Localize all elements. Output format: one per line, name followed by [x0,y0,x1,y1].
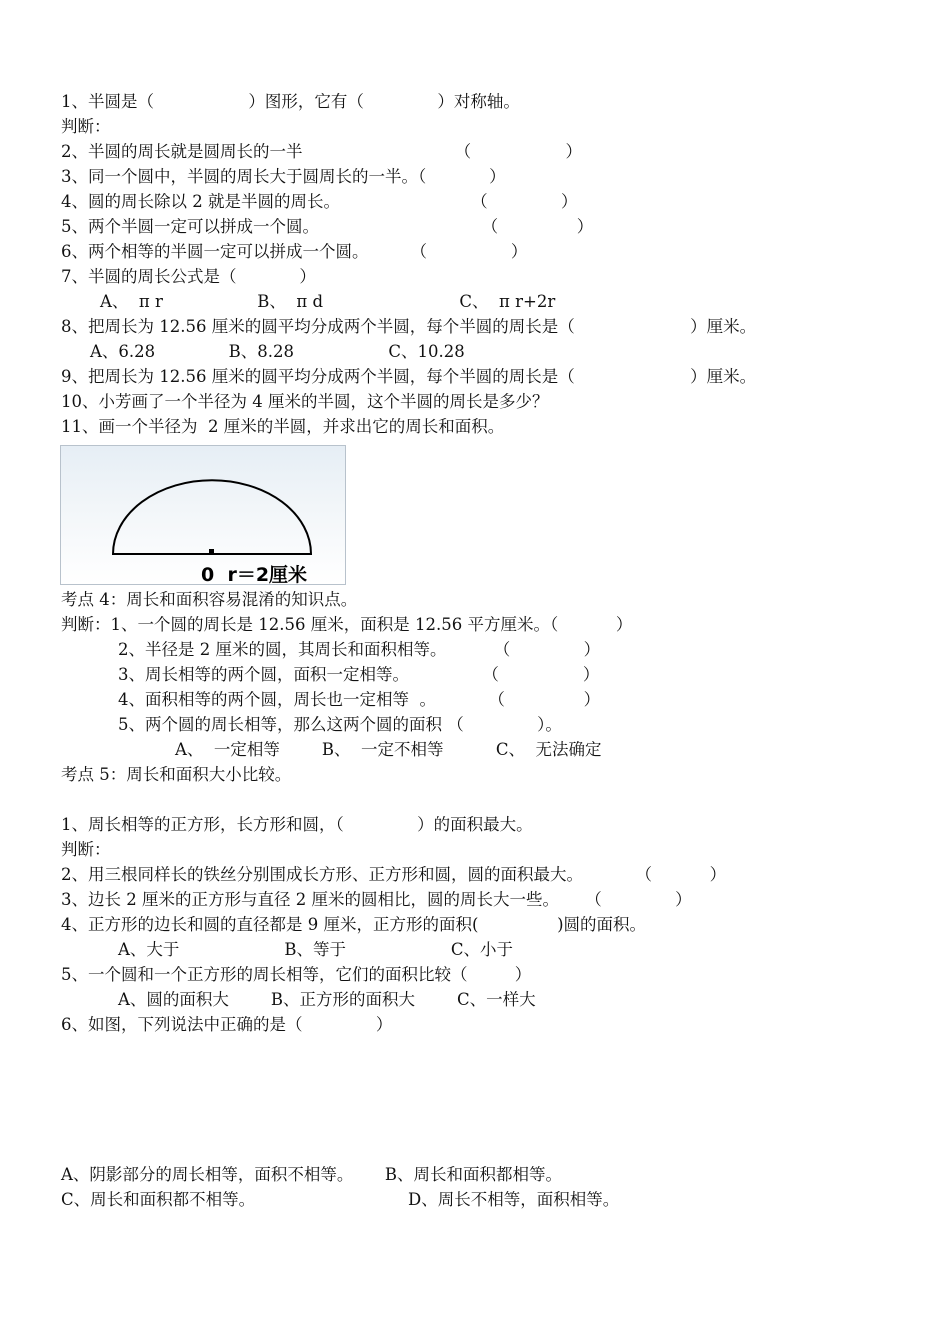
question-6: 6、两个相等的半圆一定可以拼成一个圆。 （ ） [61,242,528,261]
figure-radius-label: 0 r＝2厘米 [201,564,308,585]
kaodian-5-q1: 1、周长相等的正方形，长方形和圆，（ ）的面积最大。 [61,815,533,834]
kaodian-4-q3: 3、周长相等的两个圆，面积一定相等。 （ ） [118,665,600,684]
question-9: 9、把周长为 12.56 厘米的圆平均分成两个半圆，每个半圆的周长是（ ）厘米。 [61,367,757,386]
question-7: 7、半圆的周长公式是（ ） [61,267,316,286]
kaodian-5-heading: 考点 5：周长和面积大小比较。 [61,765,292,784]
judge-heading-2: 判断： [61,840,111,859]
kaodian-4-q5-options: A、 一定相等 B、 一定不相等 C、 无法确定 [175,740,602,759]
kaodian-5-q4-options: A、大于 B、等于 C、小于 [118,940,513,959]
kaodian-5-q4: 4、正方形的边长和圆的直径都是 9 厘米，正方形的面积( )圆的面积。 [61,915,647,934]
question-3: 3、同一个圆中，半圆的周长大于圆周长的一半。（ ） [61,167,506,186]
question-4: 4、圆的周长除以 2 就是半圆的周长。 （ ） [61,192,578,211]
question-2: 2、半圆的周长就是圆周长的一半 （ ） [61,142,583,161]
kaodian-4-q1: 判断：1、一个圆的周长是 12.56 厘米，面积是 12.56 平方厘米。（ ） [61,615,633,634]
kaodian-5-q5: 5、一个圆和一个正方形的周长相等，它们的面积比较（ ） [61,965,532,984]
q6-option-d: D、周长不相等，面积相等。 [408,1190,620,1209]
semicircle-figure [60,445,346,585]
question-5: 5、两个半圆一定可以拼成一个圆。 （ ） [61,217,594,236]
question-8-options: A、6.28 B、8.28 C、10.28 [90,342,465,361]
kaodian-4-heading: 考点 4：周长和面积容易混淆的知识点。 [61,590,358,609]
kaodian-4-q2: 2、半径是 2 厘米的圆，其周长和面积相等。 （ ） [118,640,601,659]
kaodian-4-q5: 5、两个圆的周长相等，那么这两个圆的面积 （ ）。 [118,715,562,734]
kaodian-5-q5-options: A、圆的面积大 B、正方形的面积大 C、一样大 [118,990,536,1009]
judge-heading: 判断： [61,117,111,136]
question-11: 11、画一个半径为 2 厘米的半圆，并求出它的周长和面积。 [61,417,505,436]
kaodian-5-q2: 2、用三根同样长的铁丝分别围成长方形、正方形和圆，圆的面积最大。 （ ） [61,865,727,884]
question-10: 10、小芳画了一个半径为 4 厘米的半圆，这个半圆的周长是多少？ [61,392,549,411]
q6-options-a-b: A、阴影部分的周长相等，面积不相等。 B、周长和面积都相等。 [61,1165,563,1184]
kaodian-5-q6: 6、如图，下列说法中正确的是（ ） [61,1015,393,1034]
kaodian-4-q4: 4、面积相等的两个圆，周长也一定相等 。 （ ） [118,690,601,709]
kaodian-5-q3: 3、边长 2 厘米的正方形与直径 2 厘米的圆相比，圆的周长大一些。 （ ） [61,890,692,909]
question-7-options: A、 π r B、 π d C、 π r+2r [100,292,556,311]
question-8: 8、把周长为 12.56 厘米的圆平均分成两个半圆，每个半圆的周长是（ ）厘米。 [61,317,757,336]
q6-option-c: C、周长和面积都不相等。 [61,1190,256,1209]
question-1: 1、半圆是（ ）图形，它有（ ）对称轴。 [61,92,520,111]
